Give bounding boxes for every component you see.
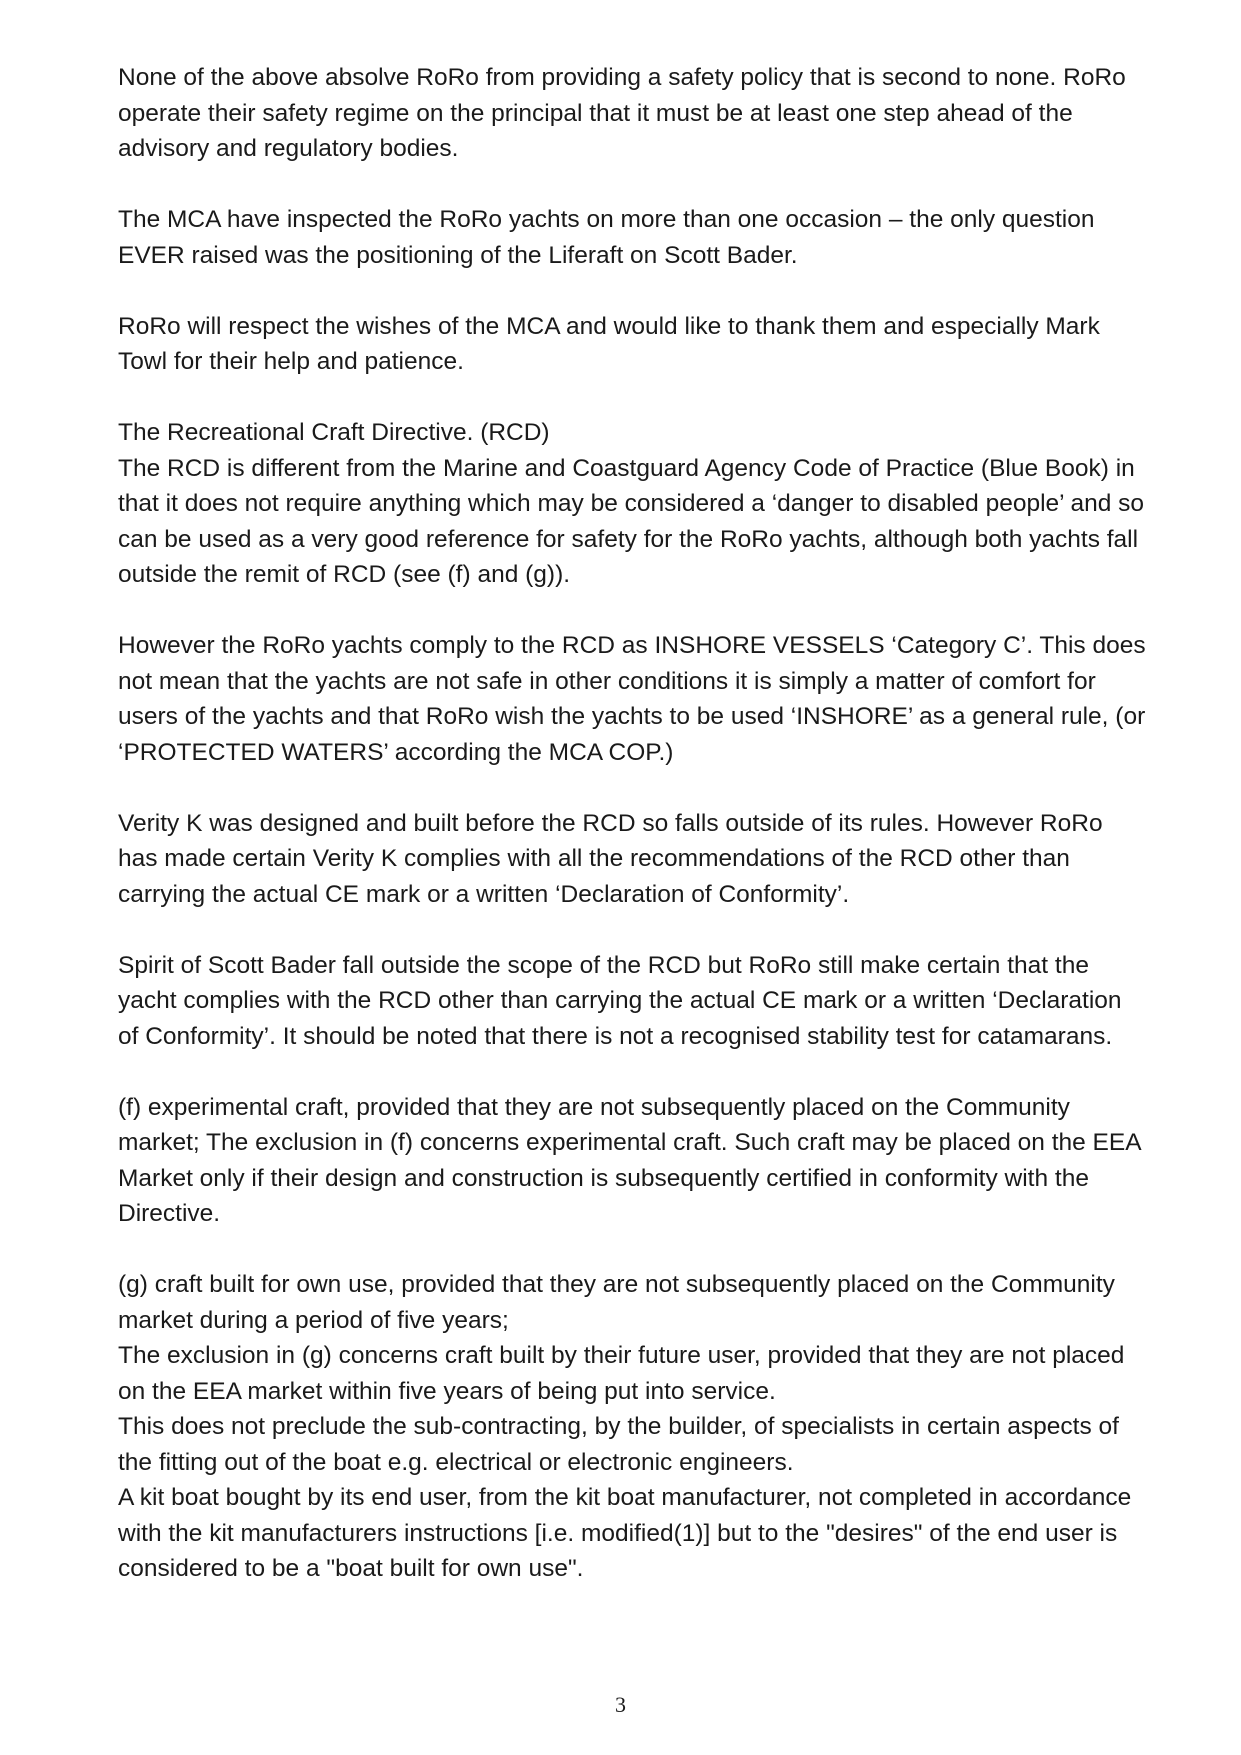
paragraph-mca-thanks: RoRo will respect the wishes of the MCA and would like to thank them and especially Mark Towl for their help and patience. xyxy=(118,312,1100,375)
paragraph-safety-policy: None of the above absolve RoRo from providing a safety policy that is second to none. RoRo operate their safety regime on the principal that it must be at least one step ahead of the advisory and regulatory bodies. xyxy=(118,64,1126,162)
paragraph-subcontracting: This does not preclude the sub-contracting, by the builder, of specialists in certain aspects of the fitting out of the boat e.g. electrical or electronic engineers. xyxy=(118,1413,1119,1476)
paragraph-mca-inspection: The MCA have inspected the RoRo yachts on more than one occasion – the only question EVER raised was the positioning of the Liferaft on Scott Bader. xyxy=(118,206,1095,269)
paragraph-verity-k: Verity K was designed and built before the RCD so falls outside of its rules. However RoRo has made certain Verity K complies with all the recommendations of the RCD other than carrying the actual CE mark or a written ‘Declaration of Conformity’. xyxy=(118,809,1103,908)
section-heading-rcd: The Recreational Craft Directive. (RCD) xyxy=(118,419,550,446)
paragraph-inshore-category: However the RoRo yachts comply to the RCD as INSHORE VESSELS ‘Category C’. This does not mean that the yachts are not safe in other conditions it is simply a matter of comfort for users of the yachts and that RoRo wish the yachts to be used ‘INSHORE’ as a general rule, (or ‘PROTECTED WATERS’ according the MCA COP.) xyxy=(118,632,1146,766)
document-body xyxy=(118,60,1148,1587)
paragraph-spirit-scott-bader: Spirit of Scott Bader fall outside the scope of the RCD but RoRo still make certain that the yacht complies with the RCD other than carrying the actual CE mark or a written ‘Declaration of Conformity’. It should be noted that there is not a recognised stability test for catamarans. xyxy=(118,951,1122,1050)
paragraph-exclusion-g-detail: The exclusion in (g) concerns craft built by their future user, provided that they are not placed on the EEA market within five years of being put into service. xyxy=(118,1342,1125,1405)
paragraph-exclusion-f: (f) experimental craft, provided that they are not subsequently placed on the Community market; The exclusion in (f) concerns experimental craft. Such craft may be placed on the EEA Market only if their design and construction is subsequently certified in conformity with the Directive. xyxy=(118,1093,1141,1227)
paragraph-kit-boat: A kit boat bought by its end user, from the kit boat manufacturer, not completed in accordance with the kit manufacturers instructions [i.e. modified(1)] but to the "desires" of the end user is considered to be a "boat built for own use". xyxy=(118,1484,1132,1582)
paragraph-rcd-difference: The RCD is different from the Marine and Coastguard Agency Code of Practice (Blue Book) in that it does not require anything which may be considered a ‘danger to disabled people’ and so can be used as a very good reference for safety for the RoRo yachts, although both yachts fall outside the remit of RCD (see (f) and (g)). xyxy=(118,454,1145,588)
page-number: 3 xyxy=(615,1692,626,1717)
paragraph-exclusion-g-intro: (g) craft built for own use, provided that they are not subsequently placed on the Community market during a period of five years; xyxy=(118,1271,1115,1334)
